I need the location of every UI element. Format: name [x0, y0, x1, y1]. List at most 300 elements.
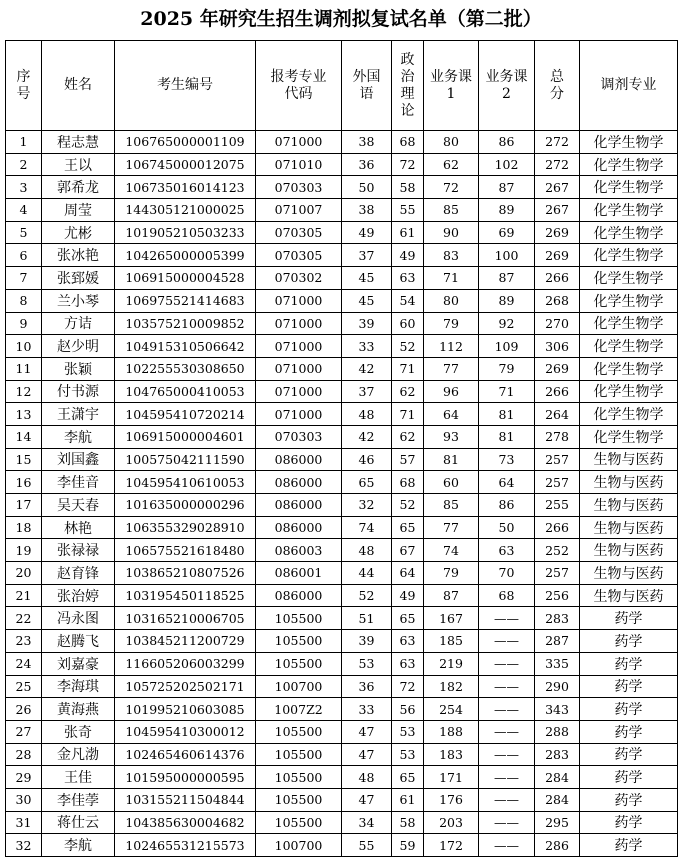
- cell-index: 1: [6, 131, 42, 154]
- cell-course-1: 182: [424, 675, 479, 698]
- cell-politics: 57: [392, 448, 424, 471]
- cell-course-2: ——: [479, 766, 535, 789]
- cell-total: 306: [535, 335, 580, 358]
- cell-course-2: ——: [479, 675, 535, 698]
- cell-foreign-language: 33: [342, 698, 392, 721]
- cell-foreign-language: 34: [342, 811, 392, 834]
- cell-index: 18: [6, 516, 42, 539]
- cell-exam-id: 144305121000025: [115, 199, 256, 222]
- cell-index: 24: [6, 652, 42, 675]
- cell-total: 269: [535, 221, 580, 244]
- cell-total: 290: [535, 675, 580, 698]
- cell-adjusted-major: 生物与医药: [580, 471, 678, 494]
- cell-course-2: ——: [479, 607, 535, 630]
- cell-index: 19: [6, 539, 42, 562]
- cell-name: 金凡渤: [42, 743, 115, 766]
- cell-major-code: 105500: [256, 811, 342, 834]
- cell-course-2: 79: [479, 357, 535, 380]
- cell-total: 269: [535, 244, 580, 267]
- cell-major-code: 071000: [256, 403, 342, 426]
- cell-total: 284: [535, 788, 580, 811]
- cell-course-1: 112: [424, 335, 479, 358]
- cell-index: 23: [6, 630, 42, 653]
- cell-name: 李航: [42, 425, 115, 448]
- cell-politics: 65: [392, 516, 424, 539]
- cell-course-1: 79: [424, 312, 479, 335]
- cell-index: 16: [6, 471, 42, 494]
- cell-politics: 61: [392, 788, 424, 811]
- cell-adjusted-major: 生物与医药: [580, 494, 678, 517]
- cell-politics: 58: [392, 176, 424, 199]
- cell-name: 张奇: [42, 720, 115, 743]
- header-row: [6, 41, 678, 131]
- cell-major-code: 071000: [256, 289, 342, 312]
- cell-index: 8: [6, 289, 42, 312]
- cell-foreign-language: 37: [342, 380, 392, 403]
- cell-index: 7: [6, 267, 42, 290]
- table-body: [6, 131, 678, 857]
- cell-name: 兰小琴: [42, 289, 115, 312]
- cell-course-2: 71: [479, 380, 535, 403]
- cell-exam-id: 106915000004528: [115, 267, 256, 290]
- table-row: [6, 834, 678, 857]
- cell-total: 283: [535, 743, 580, 766]
- cell-index: 11: [6, 357, 42, 380]
- cell-course-2: 100: [479, 244, 535, 267]
- table-row: [6, 335, 678, 358]
- cell-foreign-language: 36: [342, 153, 392, 176]
- cell-politics: 53: [392, 743, 424, 766]
- cell-exam-id: 103865210807526: [115, 562, 256, 585]
- cell-index: 22: [6, 607, 42, 630]
- cell-course-1: 167: [424, 607, 479, 630]
- cell-foreign-language: 36: [342, 675, 392, 698]
- cell-name: 郭希龙: [42, 176, 115, 199]
- cell-politics: 68: [392, 471, 424, 494]
- cell-total: 287: [535, 630, 580, 653]
- cell-course-2: 92: [479, 312, 535, 335]
- cell-name: 黄海燕: [42, 698, 115, 721]
- cell-exam-id: 105725202502171: [115, 675, 256, 698]
- cell-politics: 63: [392, 267, 424, 290]
- cell-politics: 55: [392, 199, 424, 222]
- cell-index: 3: [6, 176, 42, 199]
- cell-name: 方诘: [42, 312, 115, 335]
- cell-major-code: 071000: [256, 312, 342, 335]
- cell-total: 267: [535, 199, 580, 222]
- cell-name: 尤彬: [42, 221, 115, 244]
- cell-exam-id: 104595410720214: [115, 403, 256, 426]
- table-row: [6, 425, 678, 448]
- cell-total: 266: [535, 380, 580, 403]
- cell-politics: 67: [392, 539, 424, 562]
- cell-politics: 71: [392, 403, 424, 426]
- cell-adjusted-major: 化学生物学: [580, 176, 678, 199]
- cell-name: 刘嘉豪: [42, 652, 115, 675]
- cell-exam-id: 106735016014123: [115, 176, 256, 199]
- cell-course-2: 64: [479, 471, 535, 494]
- cell-adjusted-major: 化学生物学: [580, 131, 678, 154]
- cell-politics: 49: [392, 244, 424, 267]
- cell-exam-id: 104915310506642: [115, 335, 256, 358]
- table-row: [6, 630, 678, 653]
- cell-course-1: 185: [424, 630, 479, 653]
- cell-politics: 49: [392, 584, 424, 607]
- cell-name: 冯永图: [42, 607, 115, 630]
- cell-course-2: ——: [479, 743, 535, 766]
- cell-major-code: 086003: [256, 539, 342, 562]
- cell-name: 刘国鑫: [42, 448, 115, 471]
- cell-course-2: 86: [479, 131, 535, 154]
- cell-major-code: 071000: [256, 357, 342, 380]
- cell-major-code: 070303: [256, 176, 342, 199]
- cell-course-1: 72: [424, 176, 479, 199]
- cell-course-2: ——: [479, 698, 535, 721]
- cell-exam-id: 101635000000296: [115, 494, 256, 517]
- cell-major-code: 105500: [256, 607, 342, 630]
- cell-major-code: 100700: [256, 675, 342, 698]
- cell-name: 王以: [42, 153, 115, 176]
- table-row: [6, 766, 678, 789]
- cell-name: 吴天春: [42, 494, 115, 517]
- cell-name: 李佳荸: [42, 788, 115, 811]
- cell-major-code: 070305: [256, 221, 342, 244]
- cell-major-code: 071000: [256, 131, 342, 154]
- cell-total: 267: [535, 176, 580, 199]
- cell-total: 255: [535, 494, 580, 517]
- cell-course-2: 69: [479, 221, 535, 244]
- header-total: 总分: [535, 41, 580, 131]
- cell-foreign-language: 55: [342, 834, 392, 857]
- cell-total: 283: [535, 607, 580, 630]
- table-row: [6, 516, 678, 539]
- cell-name: 张治婷: [42, 584, 115, 607]
- cell-total: 272: [535, 153, 580, 176]
- cell-politics: 58: [392, 811, 424, 834]
- cell-course-2: 63: [479, 539, 535, 562]
- cell-name: 程志慧: [42, 131, 115, 154]
- cell-politics: 52: [392, 494, 424, 517]
- header-course-1: 业务课 1: [424, 41, 479, 131]
- cell-course-2: ——: [479, 788, 535, 811]
- cell-course-2: 70: [479, 562, 535, 585]
- cell-foreign-language: 39: [342, 312, 392, 335]
- header-major-code: 报考专业代码: [256, 41, 342, 131]
- cell-major-code: 105500: [256, 766, 342, 789]
- cell-politics: 52: [392, 335, 424, 358]
- cell-course-1: 171: [424, 766, 479, 789]
- cell-adjusted-major: 化学生物学: [580, 244, 678, 267]
- cell-major-code: 105500: [256, 720, 342, 743]
- header-name: 姓名: [42, 41, 115, 131]
- cell-politics: 56: [392, 698, 424, 721]
- cell-course-1: 176: [424, 788, 479, 811]
- cell-course-1: 219: [424, 652, 479, 675]
- cell-total: 272: [535, 131, 580, 154]
- cell-course-2: 86: [479, 494, 535, 517]
- cell-politics: 60: [392, 312, 424, 335]
- cell-index: 31: [6, 811, 42, 834]
- cell-total: 335: [535, 652, 580, 675]
- cell-exam-id: 106745000012075: [115, 153, 256, 176]
- cell-foreign-language: 52: [342, 584, 392, 607]
- cell-index: 28: [6, 743, 42, 766]
- cell-total: 295: [535, 811, 580, 834]
- cell-index: 17: [6, 494, 42, 517]
- cell-exam-id: 116605206003299: [115, 652, 256, 675]
- cell-index: 26: [6, 698, 42, 721]
- cell-index: 5: [6, 221, 42, 244]
- cell-foreign-language: 65: [342, 471, 392, 494]
- cell-course-2: 89: [479, 199, 535, 222]
- cell-exam-id: 102465460614376: [115, 743, 256, 766]
- cell-adjusted-major: 化学生物学: [580, 199, 678, 222]
- table-row: [6, 176, 678, 199]
- cell-major-code: 086000: [256, 494, 342, 517]
- cell-name: 李海琪: [42, 675, 115, 698]
- table-row: [6, 607, 678, 630]
- cell-foreign-language: 74: [342, 516, 392, 539]
- cell-course-1: 62: [424, 153, 479, 176]
- cell-foreign-language: 48: [342, 539, 392, 562]
- table-row: [6, 403, 678, 426]
- cell-exam-id: 103575210009852: [115, 312, 256, 335]
- page-title: 2025 年研究生招生调剂拟复试名单（第二批）: [140, 8, 542, 30]
- cell-course-2: 89: [479, 289, 535, 312]
- cell-exam-id: 104265000005399: [115, 244, 256, 267]
- cell-foreign-language: 48: [342, 403, 392, 426]
- cell-total: 278: [535, 425, 580, 448]
- cell-name: 赵育锋: [42, 562, 115, 585]
- cell-total: 257: [535, 471, 580, 494]
- cell-name: 周莹: [42, 199, 115, 222]
- cell-politics: 61: [392, 221, 424, 244]
- header-adjusted-major: 调剂专业: [580, 41, 678, 131]
- cell-name: 张郅媛: [42, 267, 115, 290]
- table-row: [6, 720, 678, 743]
- cell-exam-id: 100575042111590: [115, 448, 256, 471]
- cell-course-1: 77: [424, 516, 479, 539]
- cell-foreign-language: 38: [342, 199, 392, 222]
- cell-course-1: 172: [424, 834, 479, 857]
- table-row: [6, 584, 678, 607]
- cell-course-1: 188: [424, 720, 479, 743]
- cell-course-1: 77: [424, 357, 479, 380]
- cell-total: 268: [535, 289, 580, 312]
- cell-foreign-language: 51: [342, 607, 392, 630]
- cell-foreign-language: 48: [342, 766, 392, 789]
- cell-course-2: ——: [479, 720, 535, 743]
- cell-total: 257: [535, 562, 580, 585]
- cell-adjusted-major: 药学: [580, 743, 678, 766]
- cell-politics: 65: [392, 766, 424, 789]
- cell-course-1: 81: [424, 448, 479, 471]
- cell-foreign-language: 47: [342, 743, 392, 766]
- cell-total: 288: [535, 720, 580, 743]
- cell-name: 李佳音: [42, 471, 115, 494]
- cell-name: 林艳: [42, 516, 115, 539]
- cell-adjusted-major: 化学生物学: [580, 289, 678, 312]
- cell-adjusted-major: 药学: [580, 675, 678, 698]
- cell-index: 13: [6, 403, 42, 426]
- cell-course-2: 68: [479, 584, 535, 607]
- cell-adjusted-major: 药学: [580, 720, 678, 743]
- cell-adjusted-major: 化学生物学: [580, 312, 678, 335]
- cell-major-code: 105500: [256, 652, 342, 675]
- cell-course-2: ——: [479, 834, 535, 857]
- cell-course-1: 74: [424, 539, 479, 562]
- cell-exam-id: 103165210006705: [115, 607, 256, 630]
- cell-total: 264: [535, 403, 580, 426]
- cell-exam-id: 101595000000595: [115, 766, 256, 789]
- cell-politics: 59: [392, 834, 424, 857]
- table-row: [6, 289, 678, 312]
- cell-index: 21: [6, 584, 42, 607]
- cell-exam-id: 101905210503233: [115, 221, 256, 244]
- cell-index: 15: [6, 448, 42, 471]
- cell-course-1: 90: [424, 221, 479, 244]
- cell-name: 赵腾飞: [42, 630, 115, 653]
- cell-course-2: 81: [479, 403, 535, 426]
- cell-exam-id: 104385630004682: [115, 811, 256, 834]
- cell-index: 14: [6, 425, 42, 448]
- cell-major-code: 070303: [256, 425, 342, 448]
- cell-index: 9: [6, 312, 42, 335]
- cell-index: 27: [6, 720, 42, 743]
- cell-course-1: 85: [424, 199, 479, 222]
- table-row: [6, 244, 678, 267]
- cell-course-1: 87: [424, 584, 479, 607]
- cell-adjusted-major: 化学生物学: [580, 335, 678, 358]
- cell-foreign-language: 45: [342, 289, 392, 312]
- cell-course-2: 50: [479, 516, 535, 539]
- cell-name: 李航: [42, 834, 115, 857]
- cell-adjusted-major: 药学: [580, 834, 678, 857]
- cell-total: 270: [535, 312, 580, 335]
- cell-politics: 71: [392, 357, 424, 380]
- cell-exam-id: 103195450118525: [115, 584, 256, 607]
- cell-major-code: 071000: [256, 380, 342, 403]
- cell-index: 32: [6, 834, 42, 857]
- cell-course-1: 83: [424, 244, 479, 267]
- cell-index: 30: [6, 788, 42, 811]
- table-row: [6, 357, 678, 380]
- cell-course-2: ——: [479, 652, 535, 675]
- cell-exam-id: 103845211200729: [115, 630, 256, 653]
- cell-foreign-language: 46: [342, 448, 392, 471]
- cell-index: 20: [6, 562, 42, 585]
- header-exam-id: 考生编号: [115, 41, 256, 131]
- cell-course-1: 254: [424, 698, 479, 721]
- table-row: [6, 743, 678, 766]
- cell-name: 赵少明: [42, 335, 115, 358]
- header-course-2: 业务课 2: [479, 41, 535, 131]
- cell-foreign-language: 44: [342, 562, 392, 585]
- cell-major-code: 086000: [256, 584, 342, 607]
- cell-index: 12: [6, 380, 42, 403]
- cell-index: 10: [6, 335, 42, 358]
- candidate-table: [5, 40, 678, 857]
- cell-politics: 63: [392, 652, 424, 675]
- cell-adjusted-major: 药学: [580, 766, 678, 789]
- cell-politics: 65: [392, 607, 424, 630]
- cell-exam-id: 106575521618480: [115, 539, 256, 562]
- cell-foreign-language: 37: [342, 244, 392, 267]
- cell-adjusted-major: 药学: [580, 630, 678, 653]
- table-row: [6, 652, 678, 675]
- cell-major-code: 070302: [256, 267, 342, 290]
- cell-course-2: 87: [479, 267, 535, 290]
- cell-course-1: 96: [424, 380, 479, 403]
- cell-major-code: 105500: [256, 788, 342, 811]
- cell-foreign-language: 39: [342, 630, 392, 653]
- cell-major-code: 070305: [256, 244, 342, 267]
- cell-name: 付书源: [42, 380, 115, 403]
- cell-exam-id: 101995210603085: [115, 698, 256, 721]
- cell-name: 张颖: [42, 357, 115, 380]
- cell-course-1: 203: [424, 811, 479, 834]
- cell-exam-id: 103155211504844: [115, 788, 256, 811]
- cell-politics: 62: [392, 380, 424, 403]
- table-row: [6, 788, 678, 811]
- cell-total: 284: [535, 766, 580, 789]
- cell-major-code: 071010: [256, 153, 342, 176]
- cell-politics: 53: [392, 720, 424, 743]
- cell-foreign-language: 42: [342, 425, 392, 448]
- cell-name: 王潇宇: [42, 403, 115, 426]
- cell-exam-id: 104595410300012: [115, 720, 256, 743]
- cell-foreign-language: 53: [342, 652, 392, 675]
- cell-major-code: 071000: [256, 335, 342, 358]
- cell-total: 343: [535, 698, 580, 721]
- cell-adjusted-major: 化学生物学: [580, 357, 678, 380]
- cell-course-2: ——: [479, 811, 535, 834]
- cell-adjusted-major: 药学: [580, 652, 678, 675]
- cell-index: 6: [6, 244, 42, 267]
- cell-major-code: 100700: [256, 834, 342, 857]
- cell-foreign-language: 32: [342, 494, 392, 517]
- cell-course-2: 102: [479, 153, 535, 176]
- table-row: [6, 448, 678, 471]
- cell-index: 25: [6, 675, 42, 698]
- cell-total: 266: [535, 267, 580, 290]
- table-row: [6, 131, 678, 154]
- cell-adjusted-major: 生物与医药: [580, 562, 678, 585]
- table-row: [6, 380, 678, 403]
- table-row: [6, 698, 678, 721]
- cell-total: 286: [535, 834, 580, 857]
- header-index: 序号: [6, 41, 42, 131]
- cell-politics: 54: [392, 289, 424, 312]
- cell-adjusted-major: 生物与医药: [580, 584, 678, 607]
- table-row: [6, 494, 678, 517]
- cell-exam-id: 106355329028910: [115, 516, 256, 539]
- cell-adjusted-major: 药学: [580, 607, 678, 630]
- cell-exam-id: 104765000410053: [115, 380, 256, 403]
- cell-adjusted-major: 化学生物学: [580, 221, 678, 244]
- cell-adjusted-major: 生物与医药: [580, 448, 678, 471]
- cell-course-1: 60: [424, 471, 479, 494]
- cell-exam-id: 102465531215573: [115, 834, 256, 857]
- cell-course-1: 71: [424, 267, 479, 290]
- table-row: [6, 811, 678, 834]
- cell-foreign-language: 49: [342, 221, 392, 244]
- table-row: [6, 675, 678, 698]
- cell-politics: 63: [392, 630, 424, 653]
- cell-course-2: 73: [479, 448, 535, 471]
- cell-exam-id: 106975521414683: [115, 289, 256, 312]
- cell-exam-id: 106915000004601: [115, 425, 256, 448]
